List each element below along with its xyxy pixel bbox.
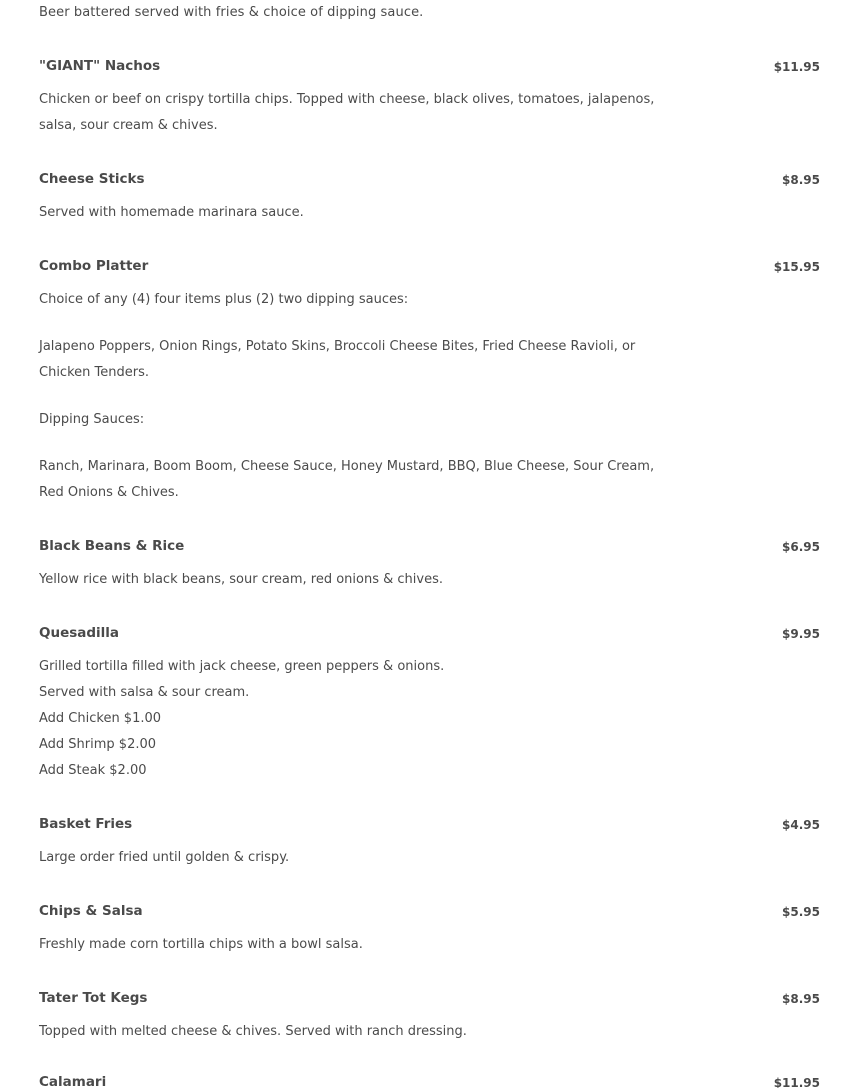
description-line: Dipping Sauces: (39, 412, 145, 427)
item-description (39, 200, 659, 226)
item-description (39, 845, 659, 871)
description-line: Choice of any (4) four items plus (2) two dipping sauces: (39, 292, 409, 307)
description-line: salsa, sour cream & chives. (39, 118, 218, 133)
item-description (39, 287, 659, 313)
item-description (39, 654, 659, 784)
description-line: Ranch, Marinara, Boom Boom, Cheese Sauce, Honey Mustard, BBQ, Blue Cheese, Sour Cream, (39, 459, 655, 474)
item-price: $5.95 (782, 905, 820, 919)
item-description (39, 567, 659, 593)
item-name: Black Beans & Rice (39, 538, 185, 554)
item-name: Combo Platter (39, 258, 149, 274)
item-price: $9.95 (782, 627, 820, 641)
item-description (39, 87, 659, 139)
description-line: Red Onions & Chives. (39, 485, 179, 500)
item-description (39, 407, 659, 433)
description-line: Chicken or beef on crispy tortilla chips. Topped with cheese, black olives, tomatoes, jalapenos, (39, 92, 655, 107)
description-line: Chicken Tenders. (39, 365, 149, 380)
item-name: Tater Tot Kegs (39, 990, 148, 1006)
description-line: Topped with melted cheese & chives. Served with ranch dressing. (39, 1024, 467, 1039)
item-description: Beer battered served with fries & choice of dipping sauce. (39, 5, 424, 20)
item-description (39, 932, 659, 958)
item-name: Chips & Salsa (39, 903, 143, 919)
description-line: Add Chicken $1.00 (39, 711, 162, 726)
item-price: $6.95 (782, 540, 820, 554)
description-line: Large order fried until golden & crispy. (39, 850, 290, 865)
description-line: Add Steak $2.00 (39, 763, 147, 778)
item-price: $15.95 (773, 260, 820, 274)
item-price: $4.95 (782, 818, 820, 832)
description-line: Add Shrimp $2.00 (39, 737, 157, 752)
item-description (39, 1019, 659, 1045)
item-name: Cheese Sticks (39, 171, 145, 187)
item-name: Basket Fries (39, 816, 133, 832)
item-description (39, 334, 659, 386)
description-line: Served with salsa & sour cream. (39, 685, 250, 700)
description-line: Freshly made corn tortilla chips with a bowl salsa. (39, 937, 363, 952)
item-name: Quesadilla (39, 625, 120, 641)
item-name: "GIANT" Nachos (39, 58, 161, 74)
description-line: Grilled tortilla filled with jack cheese, green peppers & onions. (39, 659, 445, 674)
description-line: Served with homemade marinara sauce. (39, 205, 304, 220)
item-name: Calamari (39, 1074, 107, 1088)
description-line: Yellow rice with black beans, sour cream, red onions & chives. (39, 572, 443, 587)
item-description (39, 454, 659, 506)
item-price: $8.95 (782, 992, 820, 1006)
description-line: Jalapeno Poppers, Onion Rings, Potato Skins, Broccoli Cheese Bites, Fried Cheese Ravioli, or (39, 339, 636, 354)
item-price: $11.95 (773, 1076, 820, 1088)
item-price: $11.95 (773, 60, 820, 74)
item-price: $8.95 (782, 173, 820, 187)
